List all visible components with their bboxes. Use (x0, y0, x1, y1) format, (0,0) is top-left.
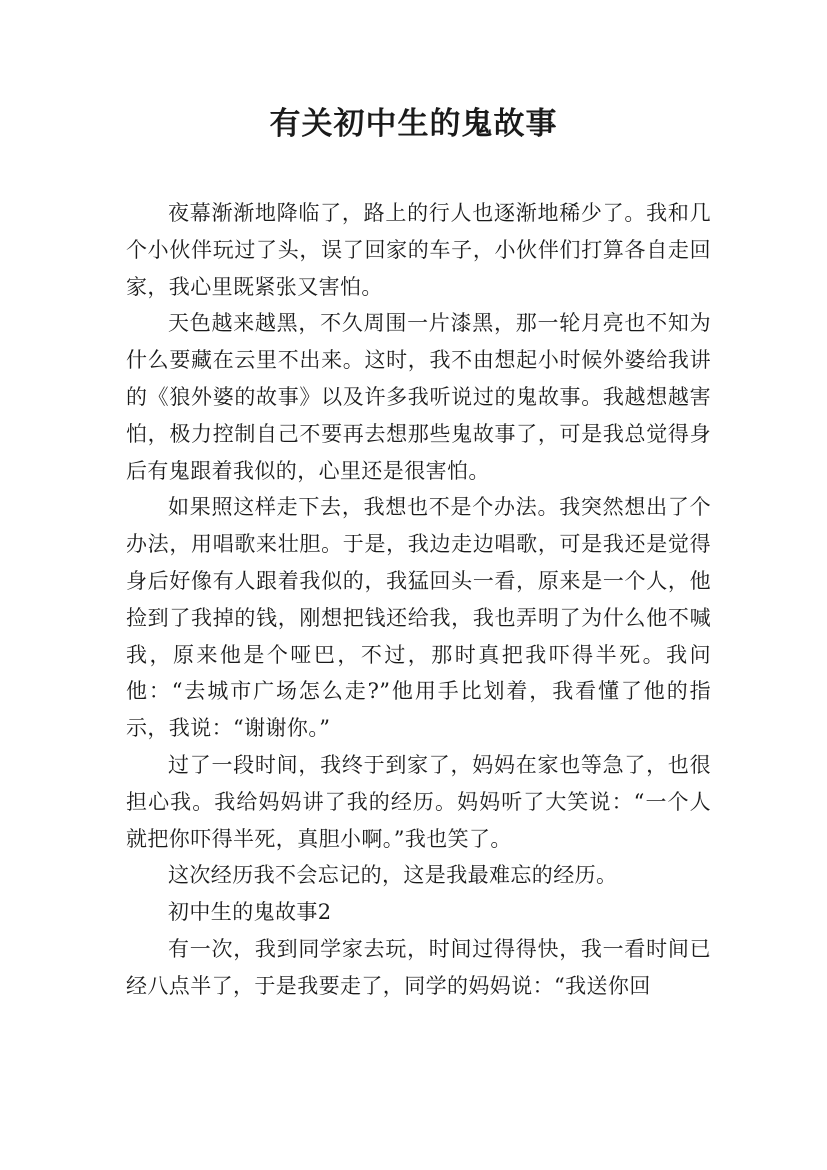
paragraph-4: 过了一段时间，我终于到家了，妈妈在家也等急了，也很担心我。我给妈妈讲了我的经历。妈妈听了大笑说：“一个人就把你吓得半死，真胆小啊。”我也笑了。 (126, 752, 711, 851)
document-body (126, 195, 711, 1005)
paragraph-5: 这次经历我不会忘记的，这是我最难忘的经历。 (168, 863, 618, 888)
paragraph-6: 有一次，我到同学家去玩，时间过得得快，我一看时间已经八点半了，于是我要走了，同学的妈妈说：“我送你回 (126, 936, 711, 998)
section-heading: 初中生的鬼故事2 (168, 900, 332, 925)
paragraph-1: 夜幕渐渐地降临了，路上的行人也逐渐地稀少了。我和几个小伙伴玩过了头，误了回家的车子，小伙伴们打算各自走回家，我心里既紧张又害怕。 (126, 201, 711, 299)
document-title: 有关初中生的鬼故事 (269, 106, 558, 142)
paragraph-3: 如果照这样走下去，我想也不是个办法。我突然想出了个办法，用唱歌来壮胆。于是，我边走边唱歌，可是我还是觉得身后好像有人跟着我似的，我猛回头一看，原来是一个人，他捡到了我掉的钱，刚想把钱还给我，我也弄明了为什么他不喊我，原来他是个哑巴，不过，那时真把我吓得半死。我问他：“去城市广场怎么走?”他用手比划着，我看懂了他的指示，我说：“谢谢你。” (126, 495, 711, 741)
paragraph-2: 天色越来越黑，不久周围一片漆黑，那一轮月亮也不知为什么要藏在云里不出来。这时，我不由想起小时候外婆给我讲的《狼外婆的故事》以及许多我听说过的鬼故事。我越想越害怕，极力控制自己不要再去想那些鬼故事了，可是我总觉得身后有鬼跟着我似的，心里还是很害怕。 (126, 311, 711, 483)
